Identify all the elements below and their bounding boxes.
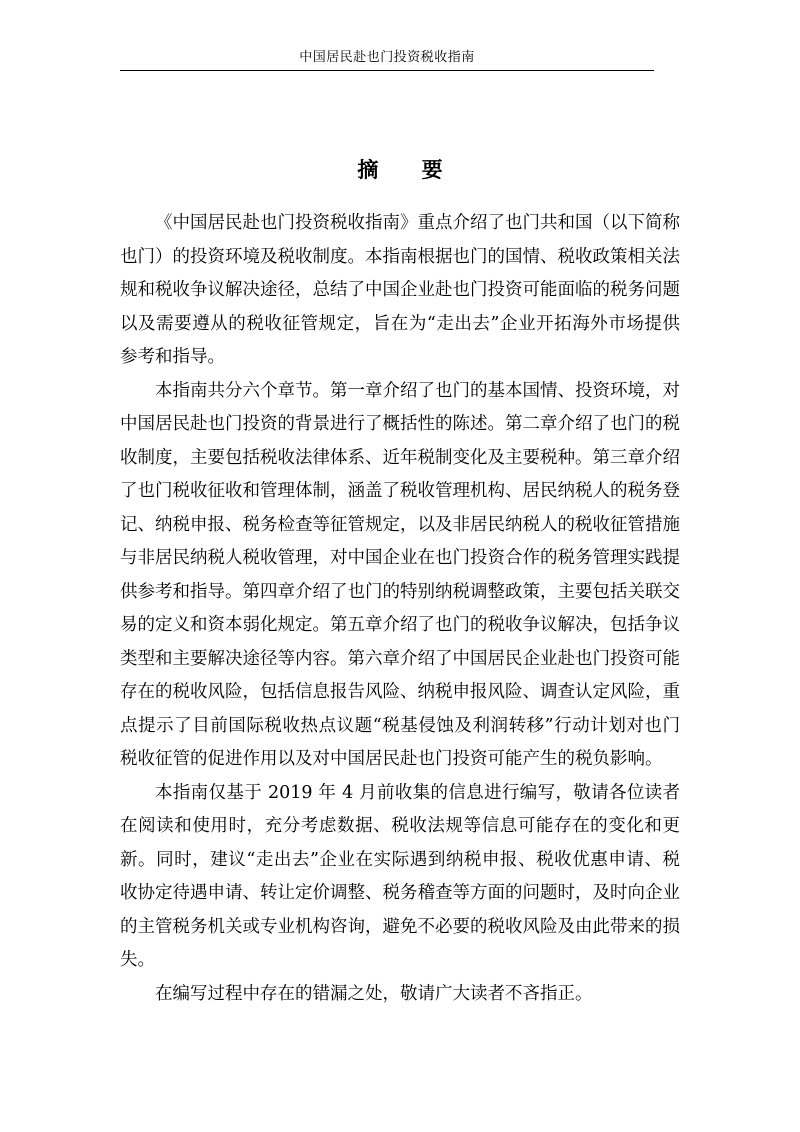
page-title: 摘 要 (357, 158, 461, 182)
abstract-body (120, 207, 680, 1011)
abstract-paragraph-2: 本指南共分六个章节。第一章介绍了也门的基本国情、投资环境，对中国居民赴也门投资的背景进行了概括性的陈述。第二章介绍了也门的税收制度，主要包括税收法律体系、近年税制变化及主要税种。第三章介绍了也门税收征收和管理体制，涵盖了税收管理机构、居民纳税人的税务登记、纳税申报、税务检查等征管规定，以及非居民纳税人的税收征管措施与非居民纳税人税收管理，对中国企业在也门投资合作的税务管理实践提供参考和指导。第四章介绍了也门的特别纳税调整政策，主要包括关联交易的定义和资本弱化规定。第五章介绍了也门的税收争议解决，包括争议类型和主要解决途径等内容。第六章介绍了中国居民企业赴也门投资可能存在的税收风险，包括信息报告风险、纳税申报风险、调查认定风险，重点提示了目前国际税收热点议题“税基侵蚀及利润转移”行动计划对也门税收征管的促进作用以及对中国居民赴也门投资可能产生的税负影响。 (120, 380, 680, 769)
abstract-paragraph-4: 在编写过程中存在的错漏之处，敬请广大读者不吝指正。 (155, 983, 593, 1004)
header-divider (120, 70, 654, 71)
running-header: 中国居民赴也门投资税收指南 (299, 50, 475, 65)
abstract-paragraph-3: 本指南仅基于 2019 年 4 月前收集的信息进行编写，敬请各位读者在阅读和使用时，充分考虑数据、税收法规等信息可能存在的变化和更新。同时，建议“走出去”企业在实际遇到纳税申报、税收优惠申请、税收协定待遇申请、转让定价调整、税务稽查等方面的问题时，及时向企业的主管税务机关或专业机构咨询，避免不必要的税收风险及由此带来的损失。 (120, 782, 680, 970)
abstract-paragraph-1: 《中国居民赴也门投资税收指南》重点介绍了也门共和国（以下简称也门）的投资环境及税收制度。本指南根据也门的国情、税收政策相关法规和税收争议解决途径，总结了中国企业赴也门投资可能面临的税务问题以及需要遵从的税收征管规定，旨在为“走出去”企业开拓海外市场提供参考和指导。 (120, 213, 680, 367)
